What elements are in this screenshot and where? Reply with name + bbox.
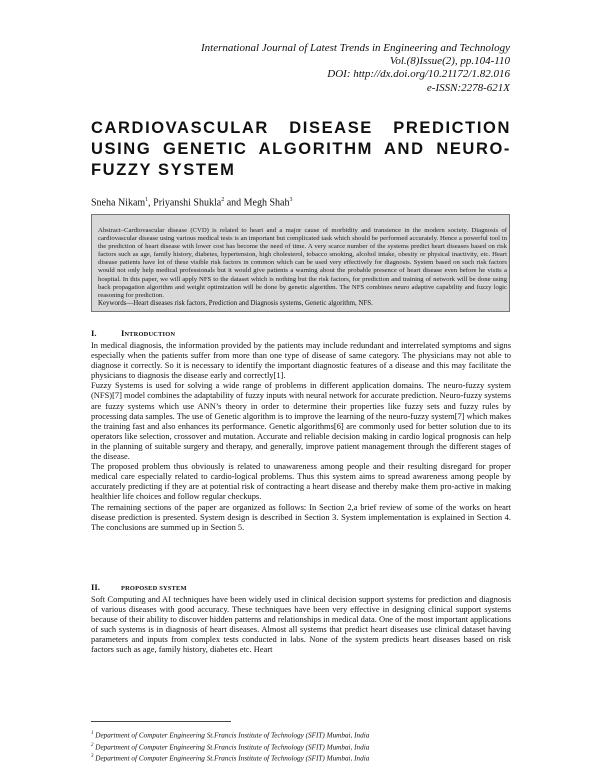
footnote-1 [91,729,451,741]
footnote-rule [91,721,231,722]
title-line-2: USING GENETIC ALGORITHM AND NEURO- [91,140,511,158]
author-2-sup: 2 [221,197,225,203]
journal-volume: Vol.(8)Issue(2), pp.104-110 [389,55,510,68]
author-list [91,197,293,208]
footnote-3-marker: 3 [91,754,94,760]
journal-name: International Journal of Latest Trends in Engineering and Technology [200,42,510,54]
section-1-number: I. [91,328,97,338]
footnote-3-text: Department of Computer Engineering St.Francis Institute of Technology (SFIT) Mumbai, India [93,754,370,763]
journal-header [201,42,510,95]
keywords-text: Keywords—Heart diseases risk factors, Prediction and Diagnosis systems, Genetic algorithm, NFS. [98,300,373,307]
title-line-1: CARDIOVASCULAR DISEASE PREDICTION [91,119,511,137]
paragraph: Soft Computing and AI techniques have been widely used in clinical decision support systems for prediction and diagnosis of various diseases with good accuracy. These techniques have been very effective in designing clinical support systems because of their ability to discover hidden patterns and relationships in medical data. One of the most important applications of such systems is in diagnosis of heart diseases. Almost all systems that predict heart diseases use clinical dataset having parameters and inputs from complex tests conducted in labs. None of the system predicts heart diseases based on risk factors such as age, family history, diabetes etc. Heart [91,594,511,655]
footnote-2-marker: 2 [91,742,94,748]
section-2-body [91,594,511,655]
section-1-title-rest: NTRODUCTION [124,331,176,338]
section-2-number: II. [91,582,100,592]
section-2-title: PROPOSED SYSTEM [121,585,187,592]
footnotes [91,729,451,764]
journal-doi: DOI: http://dx.doi.org/10.21172/1.82.016 [327,68,510,81]
author-1-sup: 1 [145,197,149,203]
paper-title [91,118,511,181]
author-1: Sneha Nikam [91,197,146,209]
abstract-text: Abstract–Cardiovascular disease (CVD) is related to heart and a major cause of morbidity and transience in the modern society. Diagnosis of cardiovascular disease using various medical tests is an important but complicated task which should be performed accurately. Hence a powerful tool in the prediction of heart disease with lower cost has become the need of time. A very scarce number of the systems predict heart diseases based on risk factors such as age, family history, diabetes, hypertension, high cholesterol, tobacco smoking, alcohol intake, obesity or physical inactivity, etc. Heart disease patients have lot of these visible risk factors in common which can be used very effectively for diagnosis. System based on such risk factors would not only help medical professionals but it would give patients a warning about the probable presence of heart disease even before he visits a hospital. In this paper, we will apply NFS to the dataset which is nothing but the risk factors, for prediction and training of network will be done using back propagation algorithm and weight optimization will be done by genetic algorithm. The NFS combines neuro adaptive capability and fuzzy logic reasoning for prediction. [98,227,507,299]
journal-eissn: e-ISSN:2278-621X [426,81,510,94]
section-1-title-cap: I [121,328,125,338]
paragraph: In medical diagnosis, the information provided by the patients may include redundant and interrelated symptoms and signs especially when the patients suffer from more than one type of disease of same category. The physicians may not able to diagnose it correctly. So it is necessary to identify the important diagnostic features of a disease and this may facilitate the physicians to diagnosis the disease early and correctly[1]. [91,340,511,381]
title-line-3: FUZZY SYSTEM [91,161,236,179]
section-1-body [91,340,511,532]
paragraph: The remaining sections of the paper are organized as follows: In Section 2,a brief review of some of the works on heart disease prediction is presented. System design is described in Section 3. System implementation is explained in Section 4. The conclusions are summed up in Section 5. [91,501,511,532]
footnote-2 [91,741,451,753]
footnote-2-text: Department of Computer Engineering St.Francis Institute of Technology (SFIT) Mumbai, India [93,743,370,752]
section-2-heading [91,582,187,592]
author-3-sup: 3 [289,197,293,203]
footnote-1-marker: 1 [91,731,94,736]
paragraph: The proposed problem thus obviously is related to unawareness among people and their resulting disregard for proper medical care especially related to cardio-logical problems. Thus this system aims to spread awareness among people by accurately predicting if they are at potential risk of contracting a heart disease and thereby make them pro-active in making healthier life choices and follow regular checkups. [91,461,511,502]
paragraph: Fuzzy Systems is used for solving a wide range of problems in different application domains. The neuro-fuzzy system (NFS)[7] model combines the adaptability of fuzzy inputs with neural network for accurate prediction. Neuro-fuzzy systems are fuzzy systems which use ANN’s theory in order to determine their properties like fuzzy sets and fuzzy rules by processing data samples. The use of Genetic algorithm is to improve the learning of the neuro-fuzzy system[7] which makes the training fast and also enhances its performance. Genetic algorithms[6] are commonly used for better solution due to its operators like selection, crossover and mutation. Accurate and reliable decision making in cardio logical prognosis can help in the planning of suitable surgery and therapy, and generally, improve patient management through the different stages of the disease. [91,380,511,462]
author-3: and Megh Shah [224,197,290,209]
footnote-3 [91,752,451,764]
section-1-heading [91,328,175,338]
author-2: , Priyanshi Shukla [148,197,222,209]
footnote-1-text: Department of Computer Engineering St.Francis Institute of Technology (SFIT) Mumbai, India [93,731,370,740]
